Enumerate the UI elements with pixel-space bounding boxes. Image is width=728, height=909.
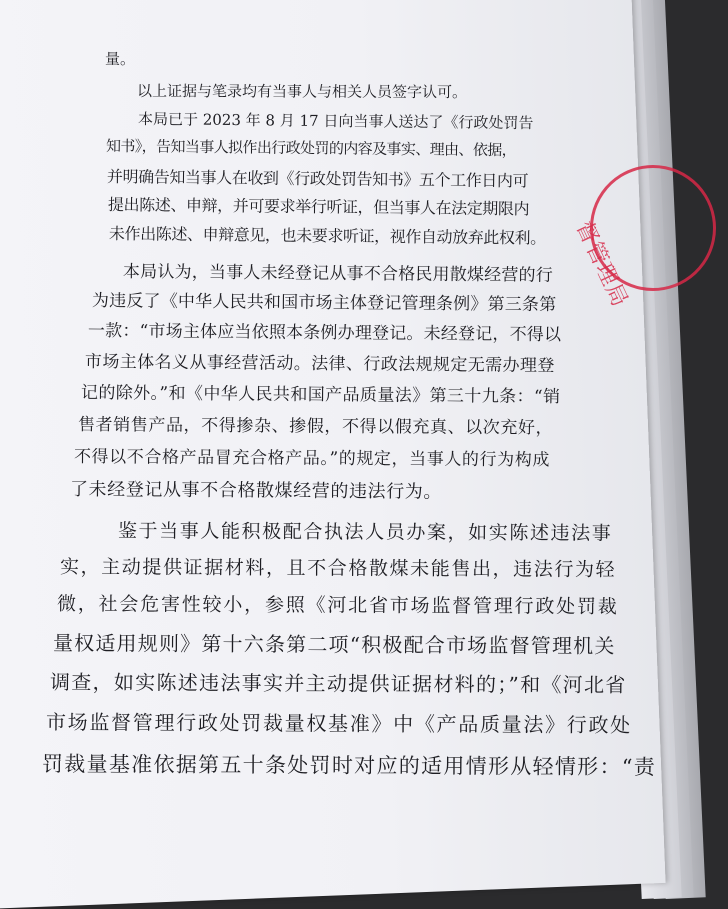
doc-line: 记的除外。”和《中华人民共和国产品质量法》第三十九条：“销 — [80, 383, 561, 408]
doc-line: 本局已于 2023 年 8 月 17 日向当事人送达了《行政处罚告 — [137, 110, 534, 133]
doc-line: 市场主体名义从事经营活动。法律、行政法规规定无需办理登 — [84, 352, 555, 377]
doc-line: 市场监督管理行政处罚裁量权基准》中《产品质量法》行政处 — [45, 710, 632, 738]
doc-line: 调查，如实陈述违法事实并主动提供证据材料的；”和《河北省 — [49, 670, 627, 698]
doc-line: 不得以不合格产品冒充合格产品。”的规定，当事人的行为构成 — [73, 447, 551, 471]
doc-line: 以上证据与笔录均有当事人与相关人员签字认可。 — [136, 82, 468, 102]
doc-line: 了未经登记从事不合格散煤经营的违法行为。 — [69, 479, 443, 503]
doc-line: 罚裁量基准依据第五十条处罚时对应的适用情形从轻情形：“责 — [41, 752, 657, 780]
doc-line: 实，主动提供证据材料，且不合格散煤未能售出，违法行为轻 — [59, 556, 617, 581]
doc-line: 提出陈述、申辩，并可要求举行听证，但当事人在法定期限内 — [107, 195, 530, 219]
seal-text: 督管理局 — [570, 217, 633, 312]
doc-line: 未作出陈述、申辩意见，也未要求听证，视作自动放弃此权利。 — [108, 224, 546, 248]
doc-line: 售者销售产品，不得掺杂、掺假，不得以假充真、以次充好， — [77, 415, 554, 439]
doc-line: 量。 — [104, 50, 136, 69]
doc-line: 知书》，告知当事人拟作出行政处罚的内容及事实、理由、依据， — [105, 137, 517, 160]
doc-line: 微，社会危害性较小，参照《河北省市场监督管理行政处罚裁 — [56, 593, 619, 618]
doc-line: 并明确告知当事人在收到《行政处罚告知书》五个工作日内可 — [106, 167, 529, 191]
doc-line: 鉴于当事人能积极配合执法人员办案，如实陈述违法事 — [117, 520, 613, 545]
doc-line: 一款：“市场主体应当依照本条例办理登记。未经登记，不得以 — [87, 321, 562, 346]
doc-line: 本局认为，当事人未经登记从事不合格民用散煤经营的行 — [122, 262, 554, 286]
doc-line: 量权适用规则》第十六条第二项“积极配合市场监督管理机关 — [52, 631, 616, 658]
doc-line: 为违反了《中华人民共和国市场主体登记管理条例》第三条第 — [91, 291, 557, 316]
